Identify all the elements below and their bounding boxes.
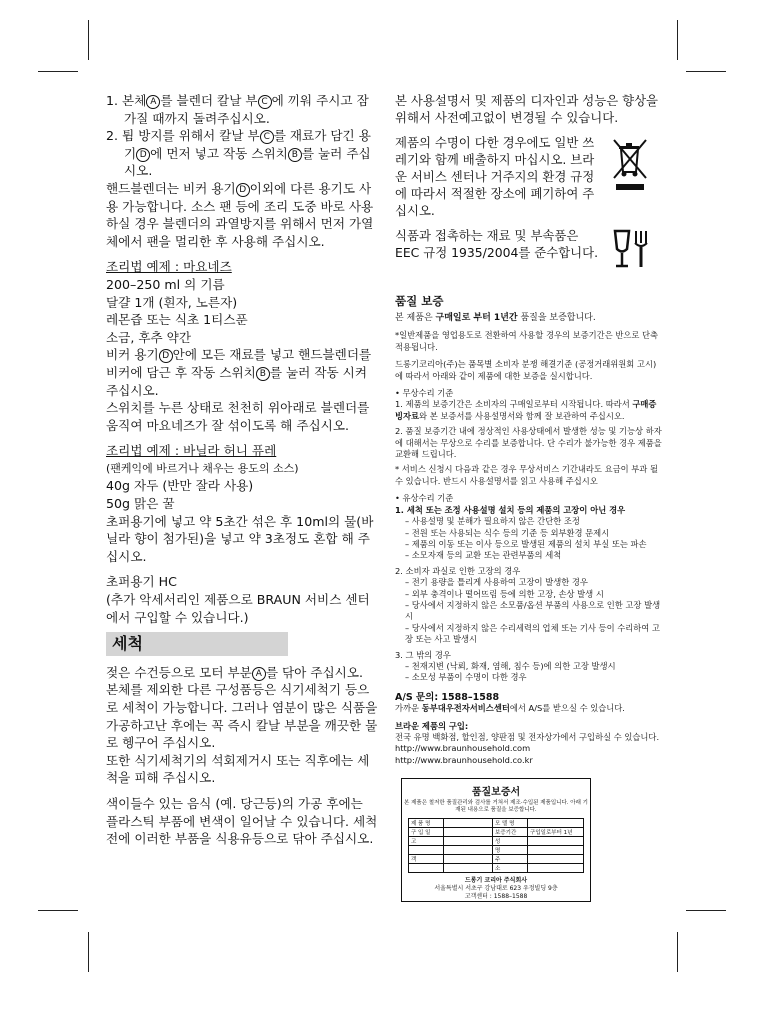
food-contact-block [395,227,663,275]
ingredient: 40g 자두 (반만 잘라 사용) [106,478,254,494]
braun-link[interactable]: http://www.braunhousehold.com [395,743,531,754]
right-column [395,92,663,902]
crop-mark [677,932,678,972]
cleaning-paragraph: 색이들수 있는 음식 (예. 당근등)의 가공 후에는 플라스틱 부품에 변색이 일어날 수 있습니다. 세척전에 이러한 부품을 식용유등으로 닦아 주십시오. [106,795,378,847]
crop-mark [88,932,89,972]
crop-mark [38,910,78,911]
assembly-step-1: 1. 본체 A 를 블렌더 칼날 부 C 에 끼워 주시고 잠가질 때까지 돌려주십시오. [106,93,369,126]
warranty-card-company: 드롱기 코리아 주식회사 서울특별시 서초구 강남대로 623 우정빌딩 9층 고객센터 : 1588–1588 [434,877,558,901]
as-title: A/S 문의: 1588–1588 [395,691,500,703]
left-column [106,92,378,848]
warranty-card [401,778,591,902]
ingredient: 소금, 후추 약간 [106,329,192,345]
as-block: A/S 문의: 1588–1588 가까운 동부대우전자서비스센터에서 A/S를 받으실 수 있습니다. [395,692,663,715]
warranty-card-title: 품질보증서 [471,787,521,799]
ingredient: 레몬즙 또는 식초 1티스푼 [106,312,248,328]
beaker-note: 핸드블렌더는 비커 용기 D 이외에 다른 용기도 사용 가능합니다. 소스 팬 등에 조리 도중 바로 사용하실 경우 블렌더의 과열방지를 위해서 먼저 가열 체에서 팬을 멀리한 후 사용해 주십시오. [106,180,374,249]
purchase-block: 브라운 제품의 구입: 전국 유명 백화점, 할인점, 양판점 및 전자상가에서 구입하실 수 있습니다. http://www.braunhousehold.com http://www.braunhousehold.co.kr [395,721,663,767]
crop-mark [88,20,89,60]
warranty-body: 본 제품은 구매일로 부터 1년간 품질을 보증합니다. *일반제품을 영업용도로 전환하여 사용할 경우의 보증기간은 반으로 단축 적용됩니다. 드롱기코리아(주)는 품목별 소비자 분쟁 해결기준 (공정거래위원회 고시)에 따라서 아래와 같이 제품에 대한 보증을 실시합니다. • 무상수리 기준 1. 제품의 보증기간은 소비자의 구매일로부터 시작됩니다. 따라서 구매증빙자료와 본 보증서를 사용설명서와 함께 잘 보관하여 주십시오. 2. 품질 보증기간 내에 정상적인 사용상태에서 발생한 성능 및 기능상 하자에 대해서는 무상으로 수리를 보증합니다. 단 수리가 불가능한 경우 제품을 교환해 드립니다. * 서비스 신청시 다음과 같은 경우 무상서비스 기간내라도 요금이 부과 될 수 있습니다. 반드시 사용설명서를 읽고 사용해 주십시오 • 유상수리 기준 1. 세척 또는 조정 사용설명 설치 등의 제품의 고장이 아닌 경우 – 사용설명 및 분해가 필요하지 않은 간단한 조정 – 전원 또는 사용되는 식수 등의 기준 등 외부환경 문제시 – 제품의 이동 또는 이사 등으로 발생된 제품의 설치 부실 또는 파손 – 소모자재 등의 교환 또는 관련부품의 세척 2. 소비자 과실로 인한 고장의 경우 – 전기 용량을 틀리게 사용하여 고장이 발생한 경우 – 외부 충격이나 떨어뜨림 등에 의한 고장, 손상 발생 시 – 당사에서 지정하지 않은 소모품/옵션 부품의 사용으로 인한 고장 발생 시 – 당사에서 지정하지 않은 수리세력의 업체 또는 기사 등이 수리하여 고장 또는 사고 발생시 3. 그 밖의 경우 – 천재지변 (낙뢰, 화재, 염해, 침수 등)에 의한 고장 발생시 – 소모성 부품이 수명이 다한 경우 [395,313,662,683]
cleaning-paragraph: 젖은 수건등으로 모터 부분 A 를 닦아 주십시오. 본체를 제외한 다른 구성품등은 식기세척기 등으로 세척이 가능합니다. 그러나 염분이 많은 식품을 가공하고난 후에는 꼭 즉시 칼날 부분을 깨끗한 물로 헹구어 주십시오. [106,664,378,751]
cleaning-heading: 세척 [106,632,288,656]
food-contact-text: 식품과 접촉하는 재료 및 부속품은 EEC 규정 1935/2004를 준수합니다. [395,228,599,260]
crop-mark [686,910,726,911]
ingredient: 달걀 1개 (흰자, 노른자) [106,294,238,310]
recipe-vanilla-title: 조리법 예제 : 바닐라 허니 퓨레 [106,443,277,459]
recipe-vanilla-subtitle: (팬케익에 바르거나 채우는 용도의 소스) [106,461,299,475]
purchase-title: 브라운 제품의 구입: [395,720,469,731]
design-change-notice: 본 사용설명서 및 제품의 디자인과 성능은 향상을 위해서 사전예고없이 변경될 수 있습니다. [395,93,659,125]
crop-mark [686,71,726,72]
recipe-vanilla-step: 초퍼용기에 넣고 약 5초간 섞은 후 10ml의 물(바닐라 향이 첨가된)을 넣고 약 3초정도 혼합 해 주십시오. [106,513,374,564]
warranty-card-note: 본 제품은 철저한 품질관리와 검사를 거쳐서 제조·수입된 제품입니다. 아래 기재된 내용으로 품질을 보증합니다. [404,800,588,814]
crossed-bin-icon [610,134,652,200]
recipe-mayonnaise-title: 조리법 예제 : 마요네즈 [106,259,232,275]
assembly-step-2: 2. 튐 방지를 위해서 칼날 부 C 를 재료가 담긴 용기 D 에 먼저 넣고 작동 스위치 B 를 눌러 주십시오. [106,128,371,179]
warranty-card-table: 제 품 명 모 델 명 구 입 일 보증기간 구입일로부터 1년 고 성 명 객 주 소 [408,818,584,873]
recipe-mayonnaise-step: 비커 용기 D 안에 모든 재료를 넣고 핸드블렌더를 비커에 담근 후 작동 스위치 B 를 눌러 작동 시켜 주십시오. [106,347,372,398]
cleaning-paragraph: 또한 식기세척기의 석회제거시 또는 직후에는 세척을 피해 주십시오. [106,752,370,786]
recipe-mayonnaise-step: 스위치를 누른 상태로 천천히 위아래로 블렌더를 움직여 마요네즈가 잘 섞이도록 해 주십시오. [106,400,370,433]
chopper-title: 초퍼용기 HC [106,574,177,590]
disposal-block [395,134,663,219]
glass-fork-icon [610,227,654,275]
ingredient: 50g 맑은 꿀 [106,496,175,512]
crop-mark [38,71,78,72]
crop-mark [677,20,678,60]
warranty-title: 품질 보증 [395,294,444,308]
disposal-text: 제품의 수명이 다한 경우에도 일반 쓰레기와 함께 배출하지 마십시오. 브라운 서비스 센터나 거주지의 환경 규정에 따라서 적절한 장소에 폐기하여 주십시오. [395,135,595,218]
braun-link[interactable]: http://www.braunhousehold.co.kr [395,754,533,765]
ingredient: 200–250 ml 의 기름 [106,276,225,292]
chopper-text: (추가 악세서리인 제품으로 BRAUN 서비스 센터에서 구입할 수 있습니다.) [106,592,370,625]
